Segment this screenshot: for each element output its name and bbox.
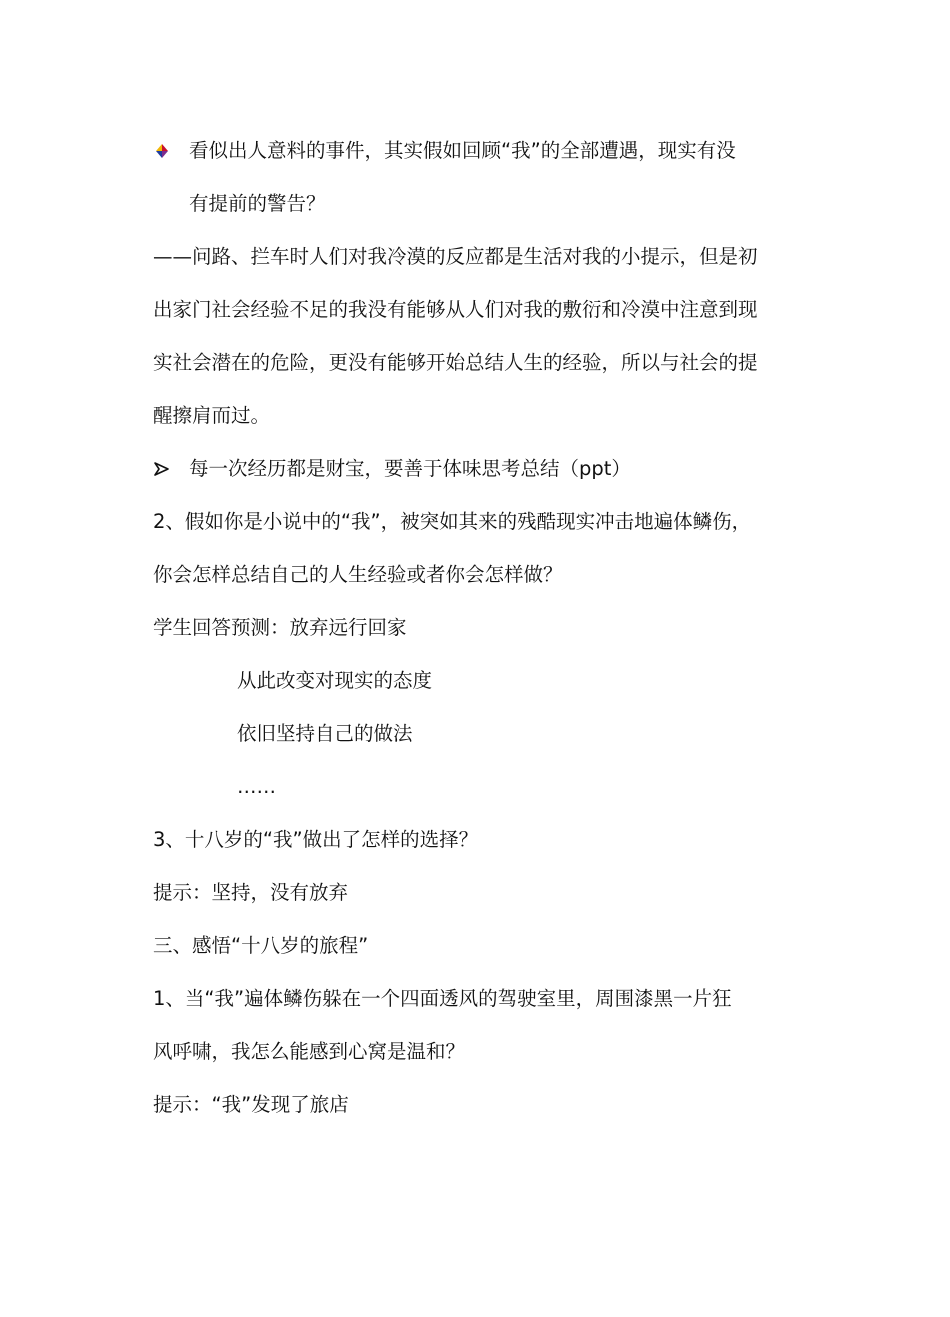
arrowhead-bullet-icon xyxy=(153,454,171,484)
para1-line3: 实社会潜在的危险，更没有能够开始总结人生的经验，所以与社会的提 xyxy=(153,351,758,374)
bullet1-line2: 有提前的警告？ xyxy=(189,192,326,215)
para1-line4: 醒擦肩而过。 xyxy=(153,404,271,427)
four-color-diamond-bullet-icon xyxy=(153,136,171,166)
q1b-line1: 1、当“我”遍体鳞伤躲在一个四面透风的驾驶室里，周围漆黑一片狂 xyxy=(153,987,732,1010)
answer-prediction-ellipsis: …… xyxy=(237,775,276,798)
q3-text: 3、十八岁的“我”做出了怎样的选择？ xyxy=(153,828,479,851)
section3-heading: 三、感悟“十八岁的旅程” xyxy=(153,934,369,957)
hint1-text: 提示：坚持，没有放弃 xyxy=(153,881,349,904)
para1-line1: ——问路、拦车时人们对我冷漠的反应都是生活对我的小提示，但是初 xyxy=(153,245,758,268)
hint2-text: 提示：“我”发现了旅店 xyxy=(153,1093,349,1116)
q2-line1: 2、假如你是小说中的“我”，被突如其来的残酷现实冲击地遍体鳞伤， xyxy=(153,510,752,533)
answer-prediction-label: 学生回答预测：放弃远行回家 xyxy=(153,616,407,639)
answer-prediction-item: 依旧坚持自己的做法 xyxy=(237,722,413,745)
q2-line2: 你会怎样总结自己的人生经验或者你会怎样做？ xyxy=(153,563,563,586)
para1-line2: 出家门社会经验不足的我没有能够从人们对我的敷衍和冷漠中注意到现 xyxy=(153,298,758,321)
bullet1-line1: 看似出人意料的事件，其实假如回顾“我”的全部遭遇，现实有没 xyxy=(189,139,736,162)
bullet2-text: 每一次经历都是财宝，要善于体味思考总结（ppt） xyxy=(189,457,631,480)
q1b-line2: 风呼啸，我怎么能感到心窝是温和？ xyxy=(153,1040,466,1063)
answer-prediction-item: 从此改变对现实的态度 xyxy=(237,669,433,692)
